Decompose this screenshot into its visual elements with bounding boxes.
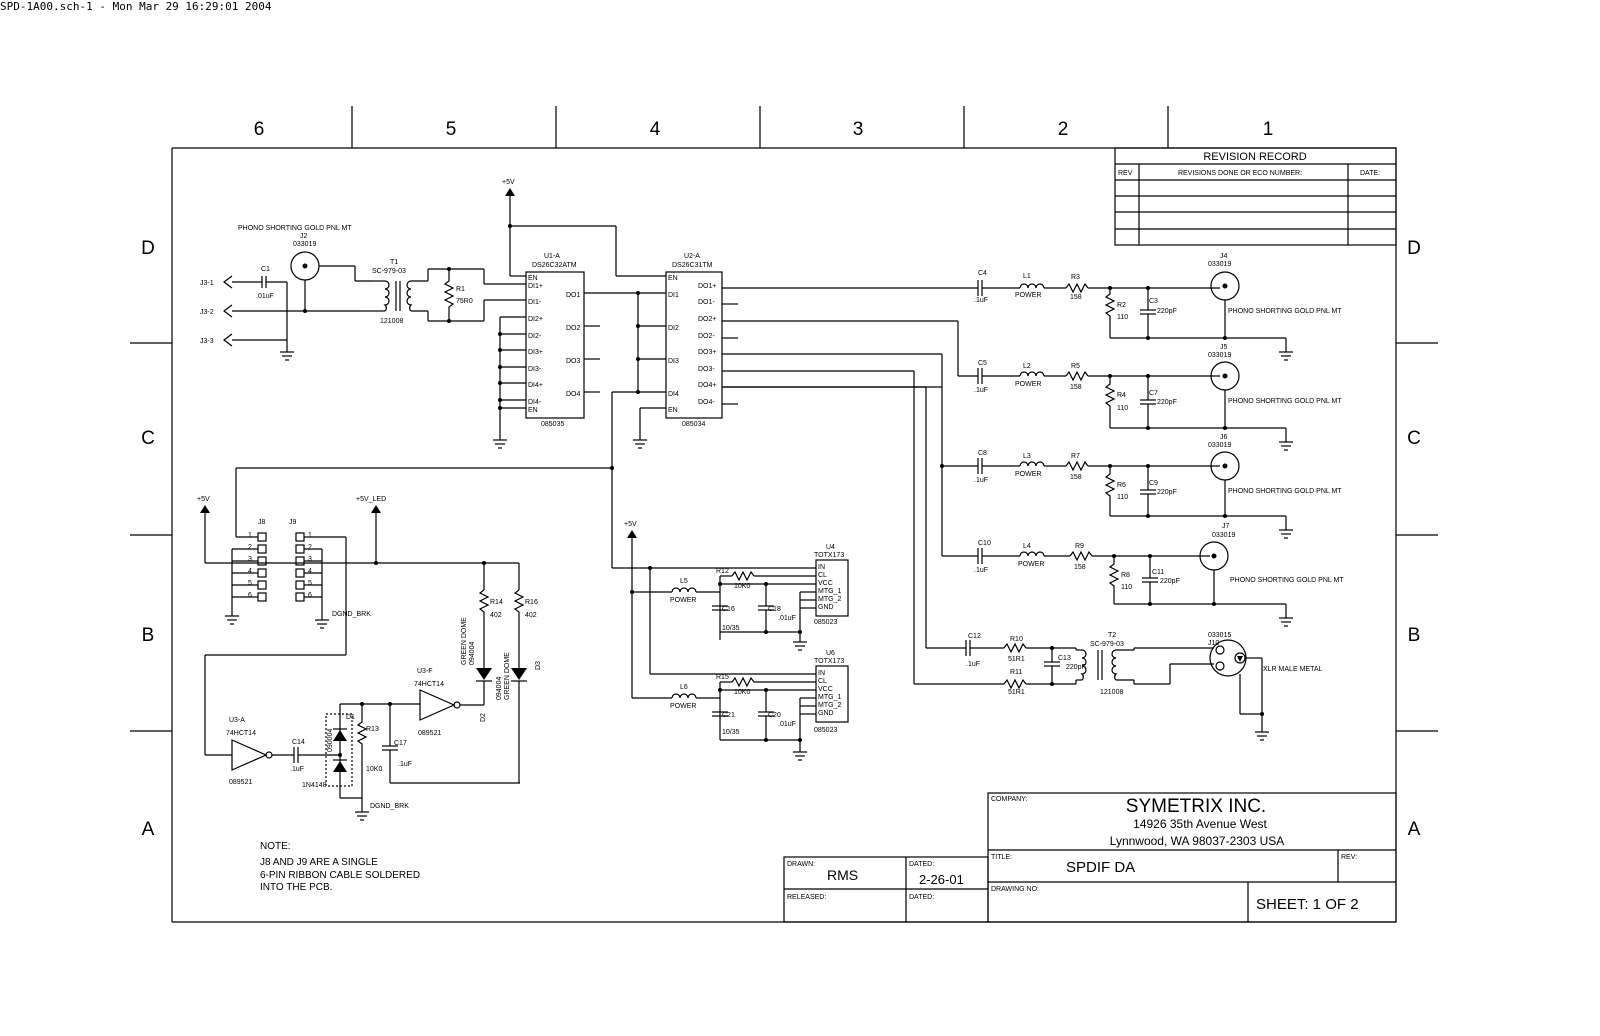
j3-3-terminal [224, 334, 232, 346]
svg-text:6: 6 [308, 592, 312, 599]
svg-text:3: 3 [248, 556, 252, 563]
t1-part: SC-979-03 [372, 268, 406, 275]
label-cl: CL [818, 678, 827, 685]
drawing-title: SPDIF DA [1066, 859, 1136, 876]
zone-row-b-left: B [141, 625, 155, 646]
note [260, 841, 420, 893]
label-green: GREEN DOME [504, 652, 511, 700]
revision-title: REVISION RECORD [1203, 151, 1307, 163]
u3f-schmitt-inverter [420, 690, 454, 720]
svg-text:1: 1 [248, 532, 252, 539]
label-n4148: 1N4148 [302, 782, 327, 789]
label-c1uf: .1uF [974, 477, 989, 484]
label-do1: DO1 [566, 292, 581, 299]
label-p033019: 033019 [1208, 442, 1232, 449]
zone-col-4: 4 [649, 119, 661, 140]
u4-power-label: +5V [624, 521, 637, 528]
label-r13: R13 [366, 726, 379, 733]
label-p089521: 089521 [418, 730, 442, 737]
label-j4: J4 [1220, 253, 1228, 260]
label-l2: L2 [1023, 363, 1031, 370]
svg-text:2: 2 [248, 544, 252, 551]
label-l4: L4 [1023, 543, 1031, 550]
dated-value: 2-26-01 [919, 872, 964, 887]
label-r10k: 10K0 [366, 766, 383, 773]
label-r7: R7 [1071, 453, 1080, 460]
label-dgnd: DGND_BRK [370, 803, 409, 810]
label-do2m: DO2- [698, 333, 715, 340]
label-p033015: 033015 [1208, 632, 1232, 639]
t1-ref: T1 [390, 259, 399, 266]
label-do2p: DO2+ [698, 316, 717, 323]
label-c7: C7 [1149, 390, 1158, 397]
label-gnd: GND [818, 710, 834, 717]
j3-1-terminal [224, 276, 232, 288]
label-c10: C10 [978, 540, 991, 547]
u2-number: 085034 [682, 421, 706, 428]
label-green: GREEN DOME [461, 617, 468, 665]
label-do3m: DO3- [698, 366, 715, 373]
label-do4m: DO4- [698, 399, 715, 406]
file-header: SPD-1A00.sch-1 - Mon Mar 29 16:29:01 2004 [0, 0, 272, 13]
label-mtg2: MTG_2 [818, 702, 842, 709]
label-totx: TOTX173 [814, 552, 845, 559]
label-hct: 74HCT14 [226, 730, 256, 737]
u1-number: 085035 [541, 421, 565, 428]
label-j8: J8 [258, 519, 266, 526]
label-c1uf: .1uF [966, 661, 981, 668]
label-j9: J9 [289, 519, 297, 526]
t1-number: 121008 [380, 318, 404, 325]
j3-2-terminal [224, 305, 232, 317]
revision-desc-header: REVISIONS DONE OR ECO NUMBER: [1177, 170, 1303, 177]
label-p085023: 085023 [814, 619, 838, 626]
label-u6: U6 [826, 650, 835, 657]
label-di2m: DI2- [528, 333, 542, 340]
xlr-output [722, 371, 1322, 740]
label-u3a: U3-A [229, 717, 245, 724]
label-r8: R8 [1121, 572, 1130, 579]
zone-row-d-right: D [1407, 238, 1421, 259]
label-r10k: 10K0 [734, 583, 751, 590]
label-di1: DI1 [668, 292, 679, 299]
label-phono: PHONO SHORTING GOLD PNL MT [1228, 308, 1342, 315]
j2-ref: J2 [300, 233, 308, 240]
label-r402: 402 [525, 612, 537, 619]
svg-text:2: 2 [308, 544, 312, 551]
label-u3f: U3-F [417, 668, 433, 675]
label-p5vled: +5V_LED [356, 496, 387, 503]
label-r9: R9 [1075, 543, 1084, 550]
label-power: POWER [670, 703, 697, 710]
drawing-no-label: DRAWING NO: [991, 886, 1039, 893]
label-do4: DO4 [566, 391, 581, 398]
r1-resistor [445, 269, 453, 321]
label-r15: R15 [716, 674, 729, 681]
note-line-3: INTO THE PCB. [260, 882, 333, 893]
label-c18: C18 [768, 606, 781, 613]
label-power: POWER [1015, 292, 1042, 299]
note-line-1: J8 AND J9 ARE A SINGLE [260, 857, 378, 868]
label-di4p: DI4+ [528, 382, 543, 389]
zone-row-a-right: A [1407, 819, 1421, 840]
label-do1p: DO1+ [698, 283, 717, 290]
label-p089521: 089521 [229, 779, 253, 786]
label-mtg2: MTG_2 [818, 596, 842, 603]
sheet-number: SHEET: 1 OF 2 [1256, 896, 1359, 913]
label-r158: 158 [1070, 294, 1082, 301]
svg-text:5: 5 [308, 580, 312, 587]
revision-date-header: DATE: [1360, 170, 1381, 177]
label-r51: 51R1 [1008, 656, 1025, 663]
company-address-1: 14926 35th Avenue West [1133, 817, 1267, 831]
zone-row-d-left: D [141, 238, 155, 259]
label-p121008: 121008 [1100, 689, 1124, 696]
u1-part: DS26C32ATM [532, 262, 577, 269]
zone-row-a-left: A [141, 819, 155, 840]
drawn-label: DRAWN: [787, 861, 816, 868]
label-di3m: DI3- [528, 366, 542, 373]
label-r158: 158 [1070, 474, 1082, 481]
label-c220: 220pF [1157, 489, 1177, 496]
label-do3p: DO3+ [698, 349, 717, 356]
label-power: POWER [670, 597, 697, 604]
zone-row-c-right: C [1407, 428, 1421, 449]
output-channel-2 [722, 321, 1342, 450]
u3a-schmitt-inverter [232, 740, 266, 770]
label-p085023: 085023 [814, 727, 838, 734]
j3-3-label: J3-3 [200, 338, 214, 345]
company-name: SYMETRIX INC. [1125, 796, 1267, 817]
j2-description: PHONO SHORTING GOLD PNL MT [238, 225, 352, 232]
zone-col-6: 6 [253, 119, 265, 140]
label-power: POWER [1015, 471, 1042, 478]
label-di1m: DI1- [528, 299, 542, 306]
dated-label-2: DATED: [909, 894, 935, 901]
svg-text:4: 4 [308, 568, 312, 575]
label-gnd: GND [818, 604, 834, 611]
label-c1035: 10/35 [722, 625, 740, 632]
label-c1uf: .1uF [974, 297, 989, 304]
u2-ref: U2-A [684, 253, 700, 260]
company-label: COMPANY: [991, 796, 1028, 803]
label-c4: C4 [978, 270, 987, 277]
j3-2-label: J3-2 [200, 309, 214, 316]
label-hct: 74HCT14 [414, 681, 444, 688]
svg-text:5: 5 [248, 580, 252, 587]
label-cl: CL [818, 572, 827, 579]
label-l3: L3 [1023, 453, 1031, 460]
zone-col-2: 2 [1057, 119, 1069, 140]
label-en: EN [668, 407, 678, 414]
label-di4: DI4 [668, 391, 679, 398]
label-do1m: DO1- [698, 299, 715, 306]
output-channel-4 [722, 387, 1344, 626]
label-in: IN [818, 564, 825, 571]
label-phono: PHONO SHORTING GOLD PNL MT [1228, 488, 1342, 495]
label-xlr: XLR MALE METAL [1263, 666, 1323, 673]
label-j6: J6 [1220, 434, 1228, 441]
c1-value: .01uF [256, 293, 274, 300]
label-p033019: 033019 [1212, 532, 1236, 539]
zone-col-1: 1 [1262, 119, 1274, 140]
label-do4p: DO4+ [698, 382, 717, 389]
revision-rev-header: REV [1118, 170, 1133, 177]
svg-text:3: 3 [308, 556, 312, 563]
label-di2: DI2 [668, 325, 679, 332]
zone-row-c-left: C [141, 428, 155, 449]
label-mtg1: MTG_1 [818, 588, 842, 595]
label-mtg1: MTG_1 [818, 694, 842, 701]
label-di1p: DI1+ [528, 283, 543, 290]
label-p094004: 094004 [469, 641, 476, 665]
label-r14: R14 [490, 599, 503, 606]
j2-part: 033019 [293, 241, 317, 248]
label-c220: 220pF [1160, 578, 1180, 585]
label-c220: 220pF [1157, 399, 1177, 406]
label-r10k: 10K0 [734, 689, 751, 696]
label-r12: R12 [716, 568, 729, 575]
dated-label: DATED: [909, 861, 935, 868]
label-u4: U4 [826, 544, 835, 551]
label-r51: 51R1 [1008, 689, 1025, 696]
label-c01uf: .01uF [778, 615, 796, 622]
label-l6: L6 [680, 684, 688, 691]
label-r110: 110 [1117, 494, 1129, 501]
label-r158: 158 [1070, 384, 1082, 391]
r1-ref: R1 [456, 286, 465, 293]
label-do3: DO3 [566, 358, 581, 365]
released-label: RELEASED: [787, 894, 827, 901]
label-power: POWER [1018, 561, 1045, 568]
t1-primary-winding [385, 281, 389, 311]
label-c21: C21 [722, 712, 735, 719]
label-c1uf: .1uF [974, 567, 989, 574]
label-r16: R16 [525, 599, 538, 606]
label-c1uf: .1uF [290, 766, 305, 773]
t1-secondary-winding [407, 281, 411, 311]
label-di4m: DI4- [528, 399, 542, 406]
c1-ref: C1 [261, 266, 270, 273]
title-block [784, 793, 1396, 922]
label-j7: J7 [1222, 523, 1230, 530]
label-en: EN [668, 275, 678, 282]
label-r158: 158 [1074, 564, 1086, 571]
label-phono: PHONO SHORTING GOLD PNL MT [1228, 398, 1342, 405]
label-c8: C8 [978, 450, 987, 457]
label-r11: R11 [1010, 669, 1023, 676]
label-p5v: +5V [197, 496, 210, 503]
label-r110: 110 [1121, 584, 1133, 591]
label-l1: L1 [1023, 273, 1031, 280]
label-c17: C17 [394, 740, 407, 747]
label-c9: C9 [1149, 480, 1158, 487]
j3-1-label: J3-1 [200, 280, 214, 287]
output-channel-1 [722, 253, 1342, 360]
label-do2: DO2 [566, 325, 581, 332]
label-r4: R4 [1117, 392, 1126, 399]
label-c12: C12 [968, 633, 981, 640]
optical-transmitters [612, 521, 848, 760]
zone-col-5: 5 [445, 119, 457, 140]
u1-power-label: +5V [502, 179, 515, 186]
label-t2: T2 [1108, 632, 1117, 639]
label-c13: C13 [1058, 655, 1071, 662]
title-label: TITLE: [991, 854, 1013, 861]
label-r3: R3 [1071, 274, 1080, 281]
label-c1uf: .1uF [398, 761, 413, 768]
label-l5: L5 [680, 578, 688, 585]
led-indicator-section [226, 561, 542, 820]
u2-part: DS26C31TM [672, 262, 713, 269]
label-j10: J10 [1208, 640, 1220, 647]
label-c5: C5 [978, 360, 987, 367]
svg-text:6: 6 [248, 592, 252, 599]
label-r110: 110 [1117, 314, 1129, 321]
note-line-2: 6-PIN RIBBON CABLE SOLDERED [260, 870, 421, 881]
label-p033019: 033019 [1208, 352, 1232, 359]
label-c01uf: .01uF [778, 721, 796, 728]
rev-label: REV: [1341, 854, 1358, 861]
label-di3: DI3 [668, 358, 679, 365]
label-r110: 110 [1117, 405, 1129, 412]
label-en: EN [528, 275, 538, 282]
label-c1035: 10/35 [722, 729, 740, 736]
company-address-2: Lynnwood, WA 98037-2303 USA [1109, 834, 1285, 848]
label-en: EN [528, 407, 538, 414]
label-sc979: SC-979-03 [1090, 641, 1124, 648]
label-dgnd: DGND_BRK [332, 611, 371, 618]
label-vcc: VCC [818, 686, 833, 693]
svg-text:4: 4 [248, 568, 252, 575]
label-d2: D2 [480, 713, 487, 722]
label-r5: R5 [1071, 363, 1080, 370]
label-d3: D3 [535, 661, 542, 670]
label-j5: J5 [1220, 344, 1228, 351]
revision-record [1115, 148, 1396, 245]
u1-ref: U1-A [544, 253, 560, 260]
label-di2p: DI2+ [528, 316, 543, 323]
input-section [200, 225, 526, 360]
label-c220: 220pF [1157, 308, 1177, 315]
label-r6: R6 [1117, 482, 1126, 489]
r1-value: 75R0 [456, 298, 473, 305]
label-totx: TOTX173 [814, 658, 845, 665]
label-in: IN [818, 670, 825, 677]
label-c1uf: .1uF [974, 387, 989, 394]
label-c3: C3 [1149, 298, 1158, 305]
label-r10: R10 [1010, 636, 1023, 643]
label-p094004: 094004 [496, 676, 503, 700]
label-di3p: DI3+ [528, 349, 543, 356]
drawn-by: RMS [827, 867, 859, 883]
label-c14: C14 [292, 739, 305, 746]
power-5v-u1 [502, 179, 666, 276]
label-c16: C16 [722, 606, 735, 613]
label-r402: 402 [490, 612, 502, 619]
label-phono: PHONO SHORTING GOLD PNL MT [1230, 577, 1344, 584]
label-power: POWER [1015, 381, 1042, 388]
label-c20: C20 [768, 712, 781, 719]
label-p090004: 090004 [327, 728, 334, 752]
label-d1: D1 [346, 714, 355, 721]
zone-row-b-right: B [1407, 625, 1421, 646]
label-p033019: 033019 [1208, 261, 1232, 268]
note-title: NOTE: [260, 841, 291, 852]
label-vcc: VCC [818, 580, 833, 587]
zone-col-3: 3 [852, 119, 864, 140]
label-r2: R2 [1117, 302, 1126, 309]
svg-text:1: 1 [308, 532, 312, 539]
label-c220: 220pF [1066, 664, 1086, 671]
label-c11: C11 [1152, 569, 1165, 576]
